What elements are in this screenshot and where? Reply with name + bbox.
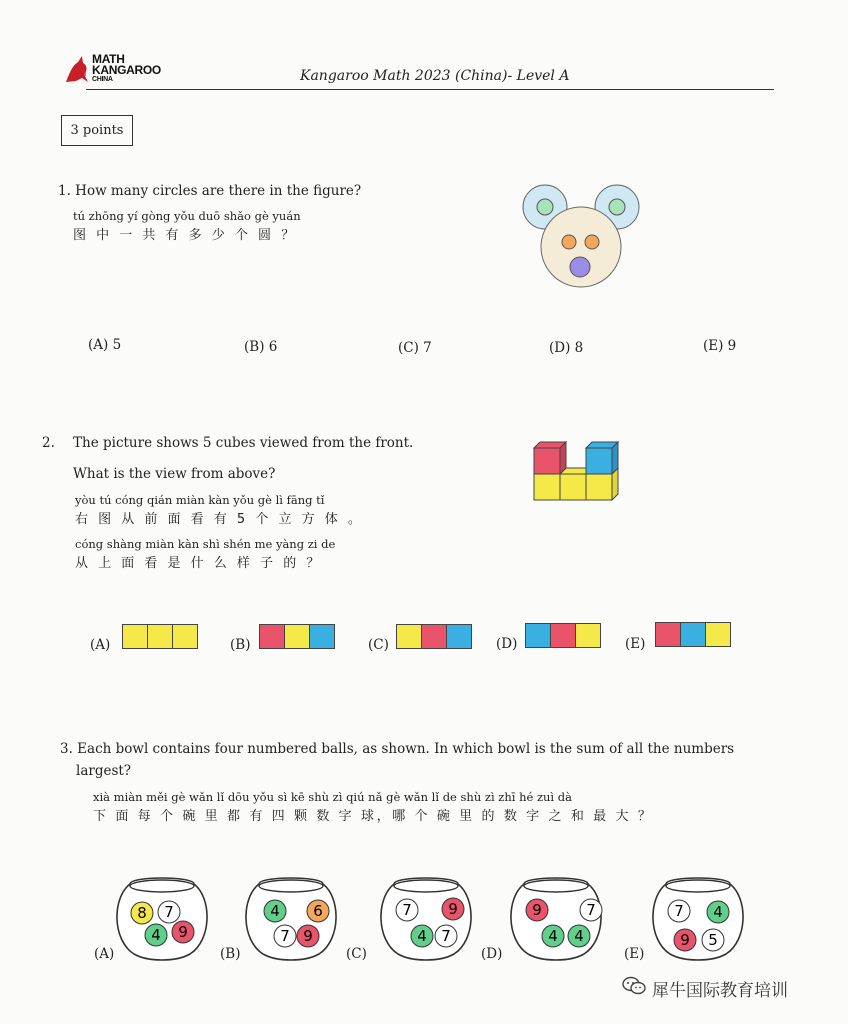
ball xyxy=(297,925,319,947)
q3-bowl-b[interactable] xyxy=(245,874,337,964)
q2-hanzi2: 从 上 面 看 是 什 么 样 子 的 ？ xyxy=(75,556,323,571)
q2-option-a-label[interactable]: (A) xyxy=(90,637,111,653)
svg-text:8: 8 xyxy=(137,904,147,922)
q1-figure xyxy=(520,185,640,299)
q3-pinyin: xià miàn měi gè wǎn lǐ dōu yǒu sì kē shù zì qiú nǎ gè wǎn lǐ de shù zì zhī hé zuì dà xyxy=(93,790,572,804)
q2-cube-figure xyxy=(534,440,624,506)
svg-text:4: 4 xyxy=(270,902,280,920)
ball xyxy=(542,925,564,947)
ball xyxy=(674,929,696,951)
q3-option-e-label[interactable]: (E) xyxy=(624,946,645,962)
header-divider xyxy=(86,89,774,90)
svg-text:7: 7 xyxy=(441,927,451,945)
ball xyxy=(707,901,729,923)
q2-option-b-label[interactable]: (B) xyxy=(230,637,251,653)
q3-option-b-label[interactable]: (B) xyxy=(220,946,241,962)
q1-option-b[interactable]: (B) 6 xyxy=(244,339,278,355)
ball xyxy=(668,900,690,922)
watermark-text: 犀牛国际教育培训 xyxy=(652,981,788,1001)
svg-text:4: 4 xyxy=(574,927,584,945)
svg-text:4: 4 xyxy=(151,926,161,944)
ball xyxy=(307,900,329,922)
svg-text:4: 4 xyxy=(548,927,558,945)
q2-pinyin1: yòu tú cóng qián miàn kàn yǒu gè lì fāng tǐ xyxy=(75,493,325,507)
q2-option-d[interactable] xyxy=(525,623,601,652)
q1-text: 1. How many circles are there in the figure? xyxy=(58,183,362,199)
kangaroo-logo-icon xyxy=(62,54,92,84)
svg-text:7: 7 xyxy=(280,927,290,945)
q2-pinyin2: cóng shàng miàn kàn shì shén me yàng zi de xyxy=(75,537,336,551)
ball xyxy=(702,929,724,951)
q3-bowl-e[interactable] xyxy=(652,874,744,964)
svg-text:7: 7 xyxy=(586,901,596,919)
q3-text: 3. Each bowl contains four numbered balls, as shown. In which bowl is the sum of all the numbers xyxy=(60,741,735,757)
q3-bowl-d[interactable] xyxy=(510,874,602,964)
q3-bowl-c[interactable] xyxy=(380,874,472,964)
q1-option-d[interactable]: (D) 8 xyxy=(549,340,584,356)
ball xyxy=(580,899,602,921)
q3-option-a-label[interactable]: (A) xyxy=(94,946,115,962)
q2-option-d-label[interactable]: (D) xyxy=(496,636,518,652)
q3-text2: largest? xyxy=(76,763,132,779)
ball xyxy=(131,902,153,924)
q2-option-a[interactable] xyxy=(122,624,198,653)
ball xyxy=(435,925,457,947)
svg-text:4: 4 xyxy=(417,927,427,945)
svg-text:4: 4 xyxy=(713,903,723,921)
q2-text: The picture shows 5 cubes viewed from the front. xyxy=(73,435,414,451)
svg-text:9: 9 xyxy=(178,923,188,941)
points-label: 3 points xyxy=(61,115,133,146)
q2-option-b[interactable] xyxy=(259,624,335,653)
ball xyxy=(264,900,286,922)
ball xyxy=(568,925,590,947)
svg-text:7: 7 xyxy=(674,902,684,920)
q2-option-c[interactable] xyxy=(396,624,472,653)
q1-hanzi: 图 中 一 共 有 多 少 个 圆 ？ xyxy=(73,228,298,243)
q2-number: 2. xyxy=(42,435,55,451)
svg-text:6: 6 xyxy=(313,902,323,920)
ball xyxy=(526,899,548,921)
svg-text:9: 9 xyxy=(532,901,542,919)
q2-text2: What is the view from above? xyxy=(73,466,276,482)
q1-option-e[interactable]: (E) 9 xyxy=(703,338,737,354)
svg-text:9: 9 xyxy=(680,931,690,949)
page-title: Kangaroo Math 2023 (China)- Level A xyxy=(300,68,570,84)
q1-pinyin: tú zhōng yí gòng yǒu duō shǎo gè yuán xyxy=(73,209,301,223)
ball xyxy=(396,899,418,921)
q3-hanzi: 下 面 每 个 碗 里 都 有 四 颗 数 字 球，哪 个 碗 里 的 数 字 之 和 最 大 ？ xyxy=(93,809,654,824)
q1-option-a[interactable]: (A) 5 xyxy=(88,337,122,353)
q3-option-d-label[interactable]: (D) xyxy=(481,946,503,962)
wechat-icon xyxy=(622,976,646,1001)
svg-text:9: 9 xyxy=(303,927,313,945)
ball xyxy=(274,925,296,947)
svg-text:7: 7 xyxy=(402,901,412,919)
watermark xyxy=(622,976,788,1001)
q3-bowl-a[interactable] xyxy=(116,874,208,964)
logo-text: MATH KANGAROO CHINA xyxy=(92,52,161,83)
q2-option-e-label[interactable]: (E) xyxy=(625,636,646,652)
ball xyxy=(172,921,194,943)
ball xyxy=(411,925,433,947)
q1-option-c[interactable]: (C) 7 xyxy=(398,340,432,356)
svg-text:7: 7 xyxy=(164,903,174,921)
q3-option-c-label[interactable]: (C) xyxy=(346,946,367,962)
svg-text:9: 9 xyxy=(448,900,458,918)
ball xyxy=(442,898,464,920)
q2-hanzi1: 右 图 从 前 面 看 有 5 个 立 方 体 。 xyxy=(75,512,364,527)
ball xyxy=(158,901,180,923)
ball xyxy=(145,924,167,946)
svg-text:5: 5 xyxy=(708,931,718,949)
q2-option-e[interactable] xyxy=(655,622,731,651)
q2-option-c-label[interactable]: (C) xyxy=(368,637,389,653)
